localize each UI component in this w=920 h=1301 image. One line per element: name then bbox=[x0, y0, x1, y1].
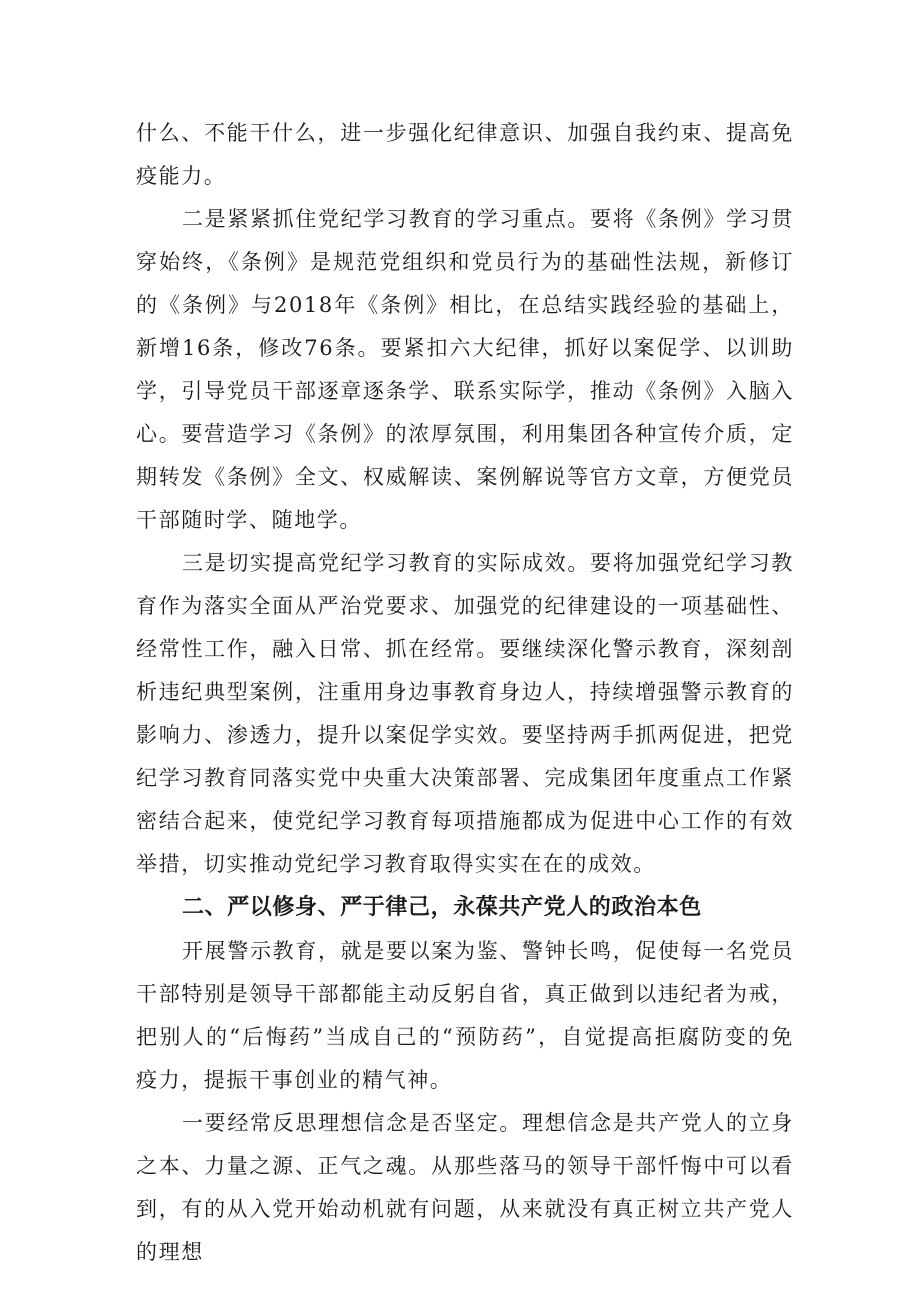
paragraph-practical-results: 三是切实提高党纪学习教育的实际成效。要将加强党纪学习教育作为落实全面从严治党要求、加强党的纪律建设的一项基础性、经常性工作，融入日常、抓在经常。要继续深化警示教育，深刻剖析违纪典型案例，注重用身边事教育身边人，持续增强警示教育的影响力、渗透力，提升以案促学实效。要坚持两手抓两促进，把党纪学习教育同落实党中央重大决策部署、完成集团年度重点工作紧密结合起来，使党纪学习教育每项措施都成为促进中心工作的有效举措，切实推动党纪学习教育取得实实在在的成效。 bbox=[136, 551, 794, 876]
paragraph-continuation: 什么、不能干什么，进一步强化纪律意识、加强自我约束、提高免疫能力。 bbox=[136, 121, 794, 188]
document-body bbox=[136, 112, 794, 1274]
section-heading: 二、严以修身、严于律己，永葆共产党人的政治本色 bbox=[182, 895, 702, 920]
paragraph-study-focus: 二是紧紧抓住党纪学习教育的学习重点。要将《条例》学习贯穿始终，《条例》是规范党组织和党员行为的基础性法规，新修订的《条例》与2018年《条例》相比，在总结实践经验的基础上，新增16条，修改76条。要紧扣六大纪律，抓好以案促学、以训助学，引导党员干部逐章逐条学、联系实际学，推动《条例》入脑入心。要营造学习《条例》的浓厚氛围，利用集团各种宣传介质，定期转发《条例》全文、权威解读、案例解说等官方文章，方便党员干部随时学、随地学。 bbox=[136, 207, 794, 532]
paragraph-ideals-beliefs: 一要经常反思理想信念是否坚定。理想信念是共产党人的立身之本、力量之源、正气之魂。从那些落马的领导干部忏悔中可以看到，有的从入党开始动机就有问题，从来就没有真正树立共产党人的理想 bbox=[136, 1111, 794, 1264]
paragraph-warning-education: 开展警示教育，就是要以案为鉴、警钟长鸣，促使每一名党员干部特别是领导干部都能主动反躬自省，真正做到以违纪者为戒，把别人的“后悔药”当成自己的“预防药”，自觉提高拒腐防变的免疫力，提振干事创业的精气神。 bbox=[136, 939, 794, 1092]
